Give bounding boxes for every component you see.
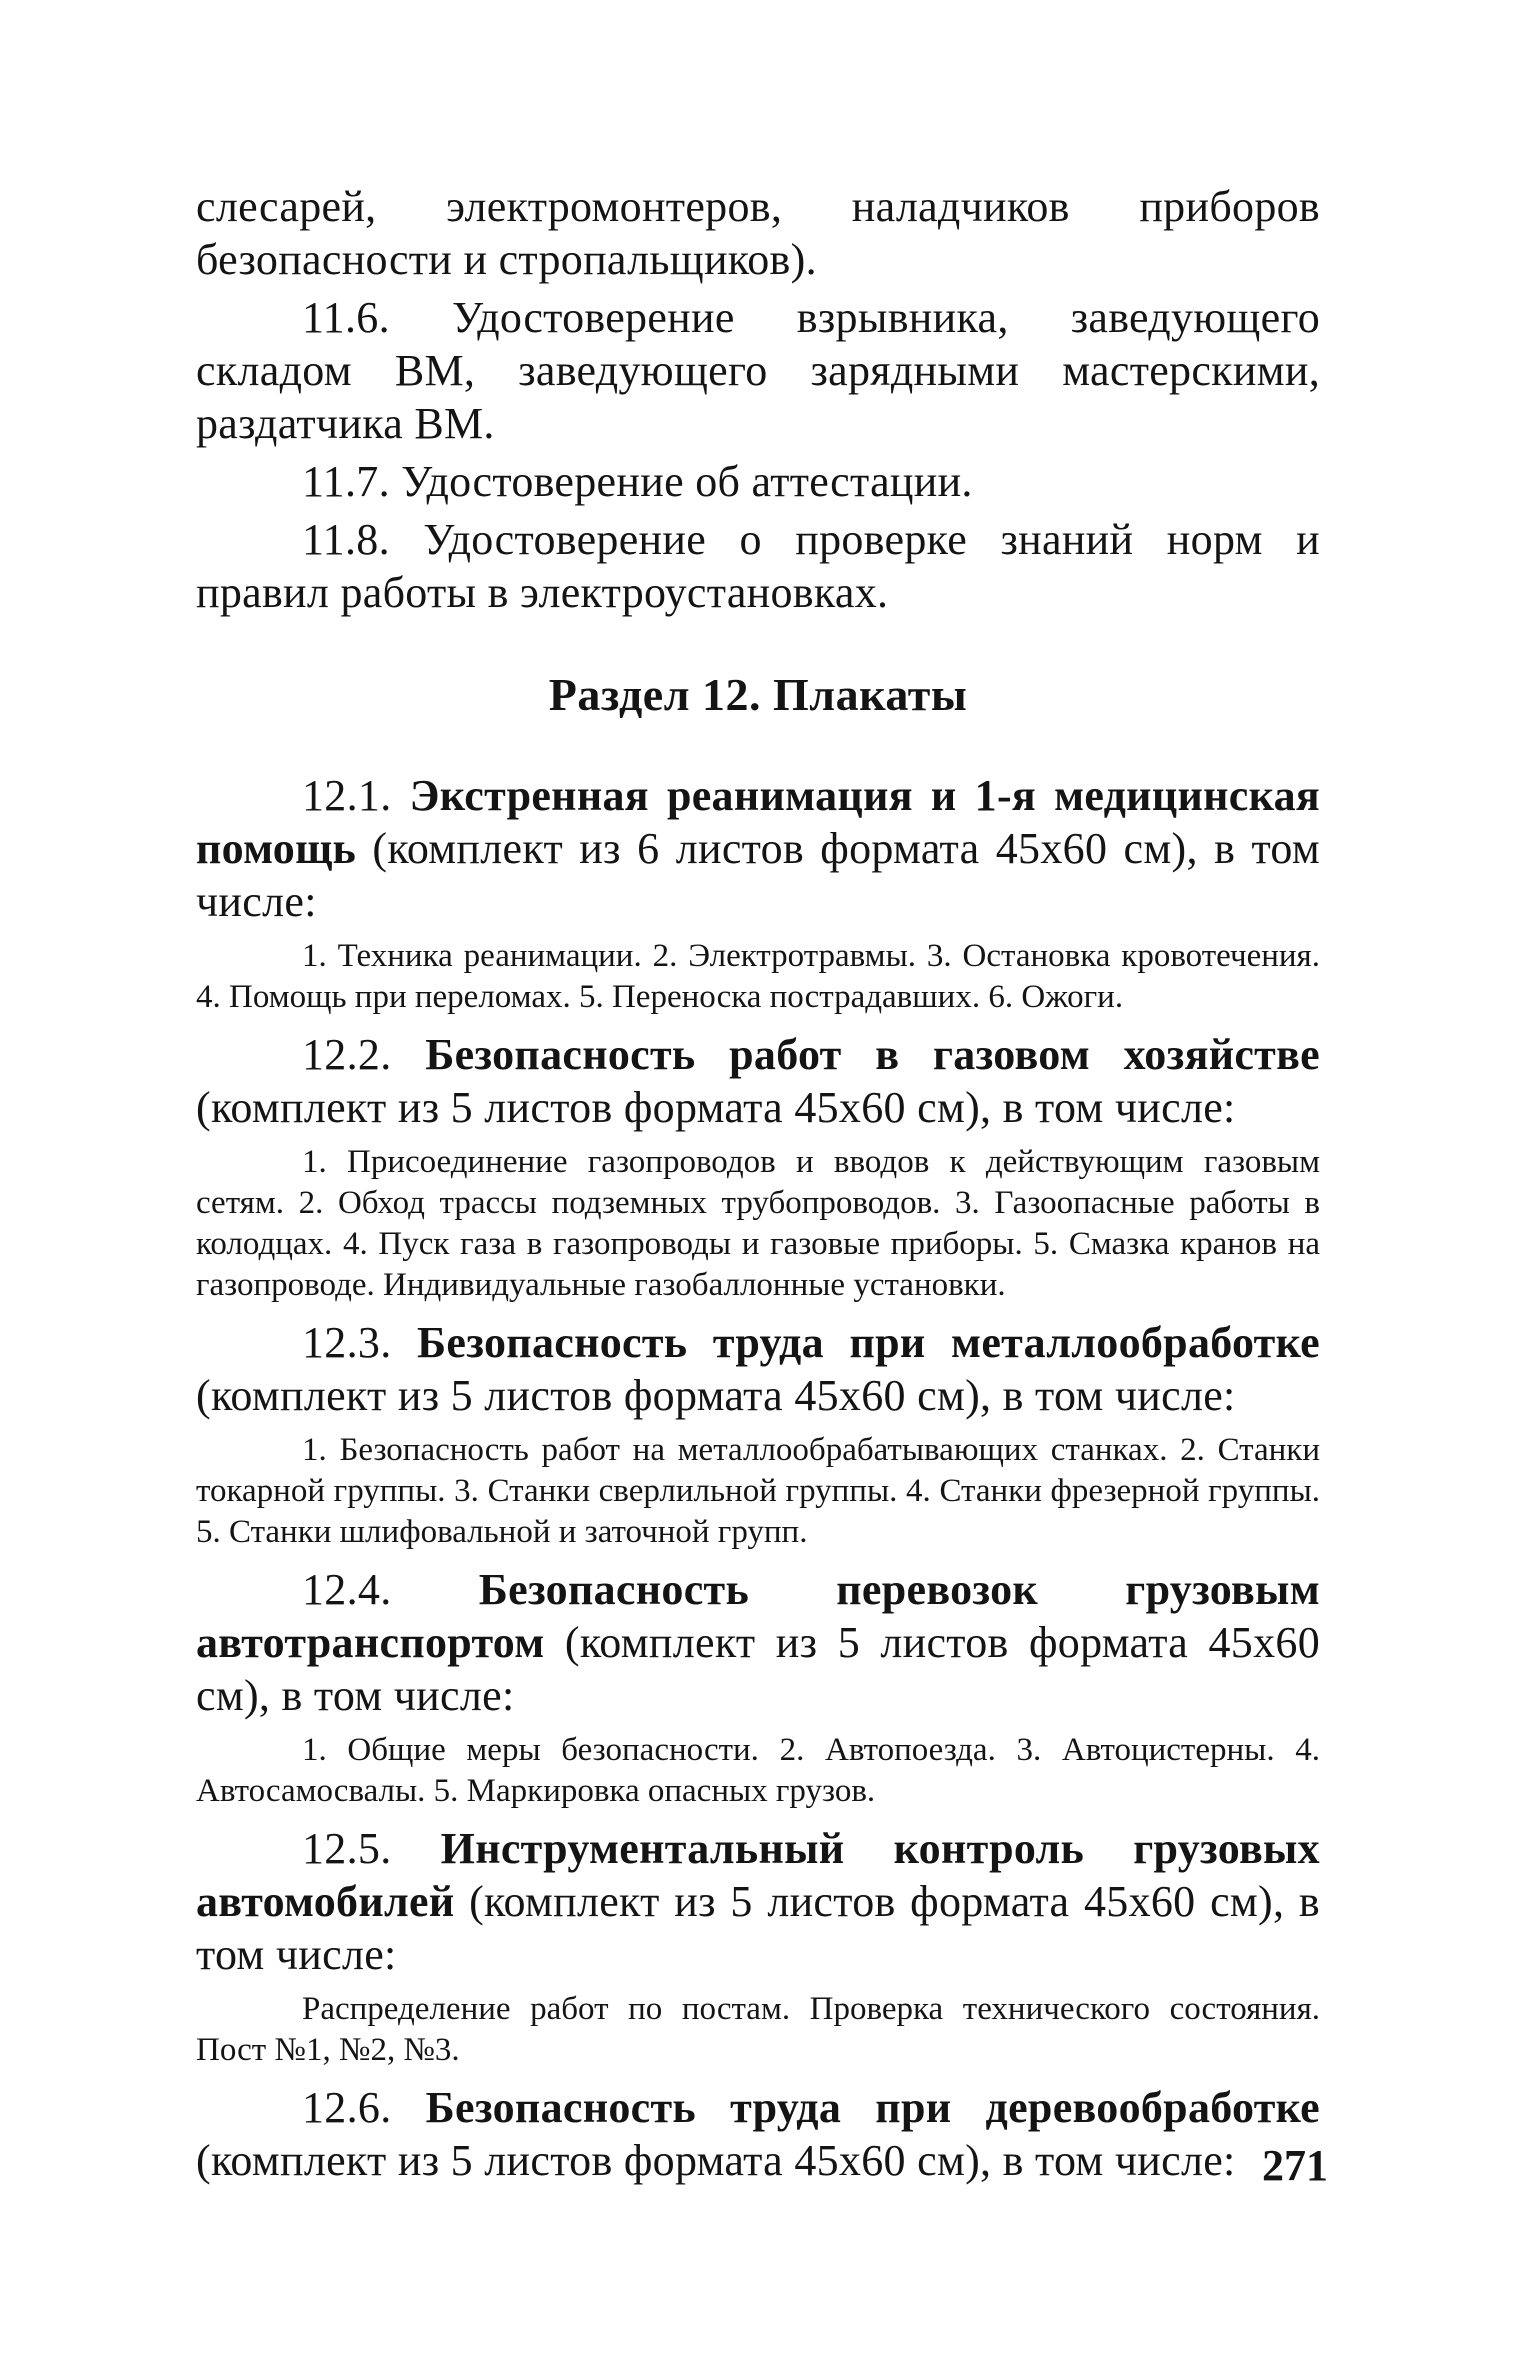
item-title: Безопасность перевозок грузовым автотранспортом (196, 1565, 1320, 1667)
item-number: 12.5. (302, 1824, 392, 1873)
item-number: 12.2. (302, 1030, 392, 1079)
item-12-3-details: 1. Безопасность работ на металлообрабатывающих станках. 2. Станки токарной группы. 3. Станки сверлильной группы. 4. Станки фрезерной группы. 5. Станки шлифовальной и заточной групп. (196, 1432, 1320, 1550)
paragraph-continuation: слесарей, электромонтеров, наладчиков приборов безопасности и стропальщиков). (196, 182, 1320, 284)
item-12-1-heading (196, 769, 1320, 928)
item-title: Инструментальный контроль грузовых автомобилей (196, 1824, 1320, 1926)
item-12-3-heading (196, 1316, 1320, 1422)
item-12-2-heading (196, 1028, 1320, 1134)
item-number: 12.4. (302, 1565, 392, 1614)
item-description: (комплект из 6 листов формата 45х60 см), в том числе: (196, 824, 1320, 926)
paragraph-11-7: 11.7. Удостоверение об аттестации. (302, 457, 973, 506)
item-12-5-details: Распределение работ по постам. Проверка технического состояния. Пост №1, №2, №3. (196, 1991, 1320, 2068)
item-description: (комплект из 5 листов формата 45х60 см), в том числе: (196, 2136, 1236, 2185)
item-description: (комплект из 5 листов формата 45х60 см), в том числе: (196, 1877, 1320, 1979)
item-12-4-details: 1. Общие меры безопасности. 2. Автопоезда. 3. Автоцистерны. 4. Автосамосвалы. 5. Маркировка опасных грузов. (196, 1732, 1320, 1809)
item-number: 12.1. (302, 771, 392, 820)
item-title: Безопасность работ в газовом хозяйстве (425, 1030, 1320, 1079)
paragraph-11-6: 11.6. Удостоверение взрывника, заведующего складом ВМ, заведующего зарядными мастерскими, раздатчика ВМ. (196, 293, 1320, 448)
page-body (196, 180, 1320, 2187)
item-12-2-details: 1. Присоединение газопроводов и вводов к действующим газовым сетям. 2. Обход трассы подземных трубопроводов. 3. Газоопасные работы в колодцах. 4. Пуск газа в газопроводы и газовые приборы. 5. Смазка кранов на газопроводе. Индивидуальные газобаллонные установки. (196, 1144, 1320, 1303)
section-heading: Раздел 12. Плакаты (548, 669, 968, 720)
item-12-6-heading (196, 2081, 1320, 2187)
item-12-1-details: 1. Техника реанимации. 2. Электротравмы. 3. Остановка кровотечения. 4. Помощь при переломах. 5. Переноска пострадавших. 6. Ожоги. (196, 938, 1320, 1015)
item-description: (комплект из 5 листов формата 45х60 см), в том числе: (196, 1083, 1236, 1132)
item-title: Безопасность труда при деревообработке (425, 2083, 1320, 2132)
paragraph-11-8: 11.8. Удостоверение о проверке знаний норм и правил работы в электроустановках. (196, 515, 1320, 617)
item-description: (комплект из 5 листов формата 45х60 см), в том числе: (196, 1618, 1320, 1720)
item-number: 12.6. (302, 2083, 392, 2132)
item-description: (комплект из 5 листов формата 45х60 см), в том числе: (196, 1371, 1236, 1420)
item-12-4-heading (196, 1563, 1320, 1722)
item-title: Экстренная реанимация и 1-я медицинская помощь (196, 771, 1320, 873)
item-12-5-heading (196, 1822, 1320, 1981)
item-title: Безопасность труда при металлообработке (417, 1318, 1320, 1367)
item-number: 12.3. (302, 1318, 392, 1367)
page-number: 271 (1262, 2141, 1328, 2190)
